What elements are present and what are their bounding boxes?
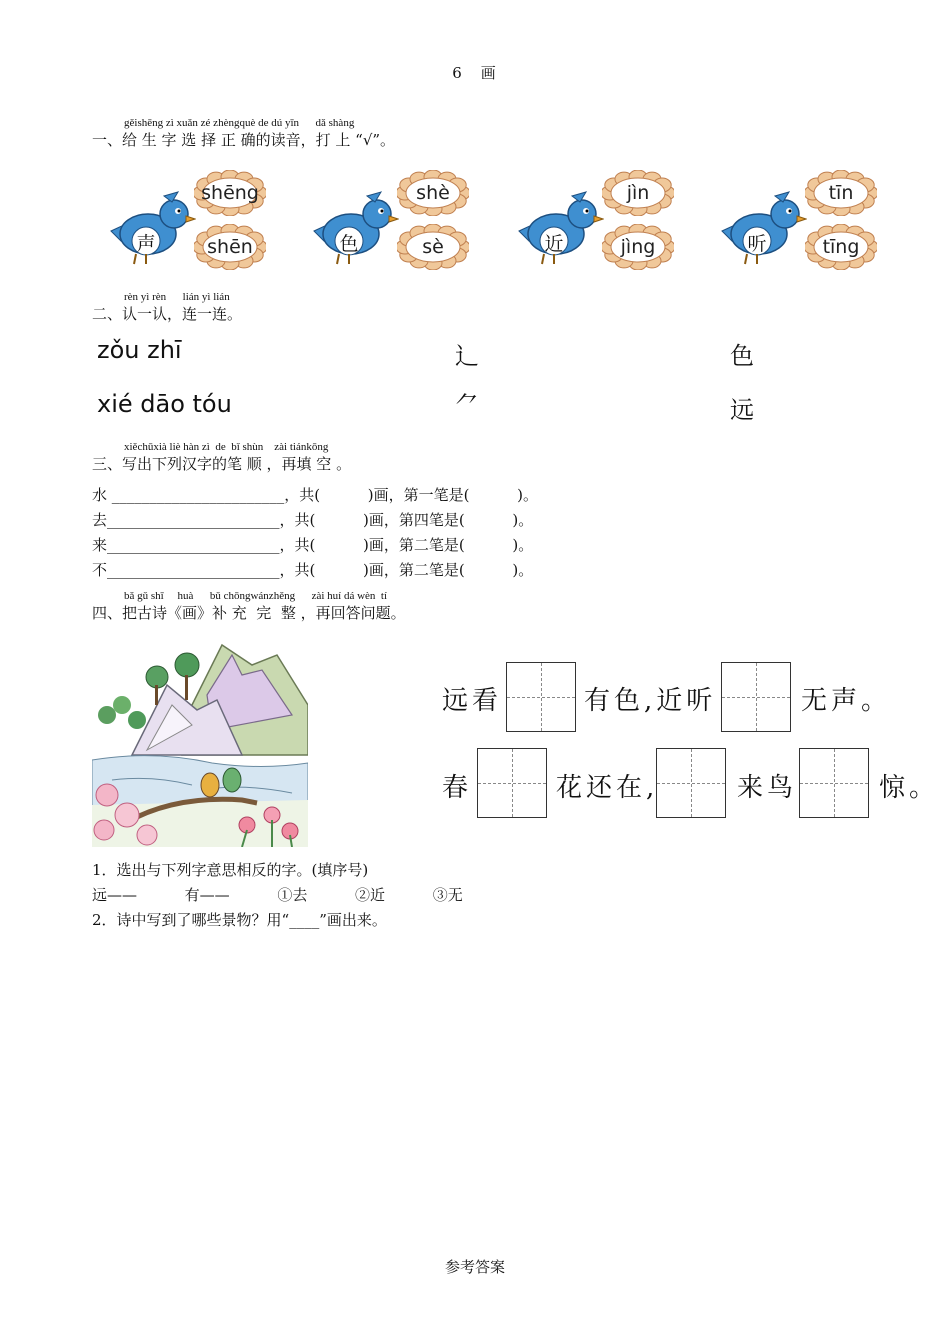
question-1: 1．选出与下列字意思相反的字。(填序号) (92, 861, 369, 879)
poem-blank-4[interactable] (656, 748, 726, 818)
section1-heading: 一、给 生 字 选 择 正 确的读音，打 上 “√”。 (92, 131, 396, 149)
poem-blank-3[interactable] (477, 748, 547, 818)
pinyin-option-top[interactable]: shēng (194, 170, 266, 216)
poem-text-5: 花还在, (556, 773, 659, 803)
pinyin-option-top[interactable]: shè (397, 170, 469, 216)
poem-blank-1[interactable] (506, 662, 576, 732)
poem-text-2: 有色,近听 (584, 686, 717, 716)
radical-item-2: ⺈ (455, 391, 479, 419)
question-1-options[interactable]: 远—— 有—— ①去 ②近 ③无 (92, 886, 463, 904)
radical-item-1: 辶 (455, 342, 479, 370)
poem-blank-2[interactable] (721, 662, 791, 732)
pinyin-option-bottom[interactable]: jìng (602, 224, 674, 270)
section3-pinyin: xiěchūxià liè hàn zì de bǐ shùn zài tiánkōng (124, 441, 329, 453)
stroke-row-3[interactable]: 来_______________________，共( )画，第二笔是( )。 (92, 536, 534, 554)
bird-character: 近 (544, 233, 564, 255)
poem-text-6: 来鸟 (737, 773, 798, 803)
section4-pinyin: bǎ gǔ shī huà bǔ chōngwánzhěng zài huí dá wèn tí (124, 590, 388, 602)
char-item-2: 远 (730, 396, 754, 424)
section3-heading: 三、写出下列汉字的笔 顺 ，再填 空 。 (92, 455, 352, 473)
bird-choice-3 (514, 168, 684, 278)
poem-text-3: 无声。 (801, 686, 892, 716)
pinyin-item-1: zǒu zhī (97, 336, 182, 364)
bird-choice-4 (717, 168, 887, 278)
poem-text-7: 惊。 (879, 773, 940, 803)
question-2: 2．诗中写到了哪些景物？用“____”画出来。 (92, 911, 387, 929)
section2-pinyin: rèn yì rèn lián yì lián (124, 291, 230, 303)
pinyin-item-2: xié dāo tóu (97, 390, 232, 418)
poem-text-4: 春 (442, 773, 473, 803)
pinyin-option-top[interactable]: tīn (805, 170, 877, 216)
page-title: 6 画 (452, 64, 498, 82)
stroke-row-2[interactable]: 去_______________________，共( )画，第四笔是( )。 (92, 511, 534, 529)
bird-character: 声 (136, 233, 156, 255)
bird-character: 听 (747, 233, 767, 255)
bird-choice-2 (309, 168, 479, 278)
pinyin-option-top[interactable]: jìn (602, 170, 674, 216)
pinyin-option-bottom[interactable]: shēn (194, 224, 266, 270)
char-item-1: 色 (730, 342, 754, 370)
stroke-row-4[interactable]: 不_______________________，共( )画，第二笔是( )。 (92, 561, 534, 579)
answer-key-label: 参考答案 (444, 1258, 505, 1276)
section1-pinyin: gěishēng zì xuǎn zé zhèngquè de dú yīn dǎ shàng (124, 117, 355, 129)
landscape-illustration (92, 635, 308, 847)
pinyin-option-bottom[interactable]: sè (397, 224, 469, 270)
poem-text-1: 远看 (442, 686, 503, 716)
stroke-row-1[interactable]: 水 _______________________，共( )画，第一笔是( )。 (92, 486, 539, 504)
poem-blank-5[interactable] (799, 748, 869, 818)
bird-character: 色 (339, 233, 359, 255)
bird-choice-1 (106, 168, 276, 278)
pinyin-option-bottom[interactable]: tīng (805, 224, 877, 270)
section4-heading: 四、把古诗《画》补 充 完 整 ，再回答问题。 (92, 604, 406, 622)
section2-heading: 二、认一认，连一连。 (92, 305, 243, 323)
